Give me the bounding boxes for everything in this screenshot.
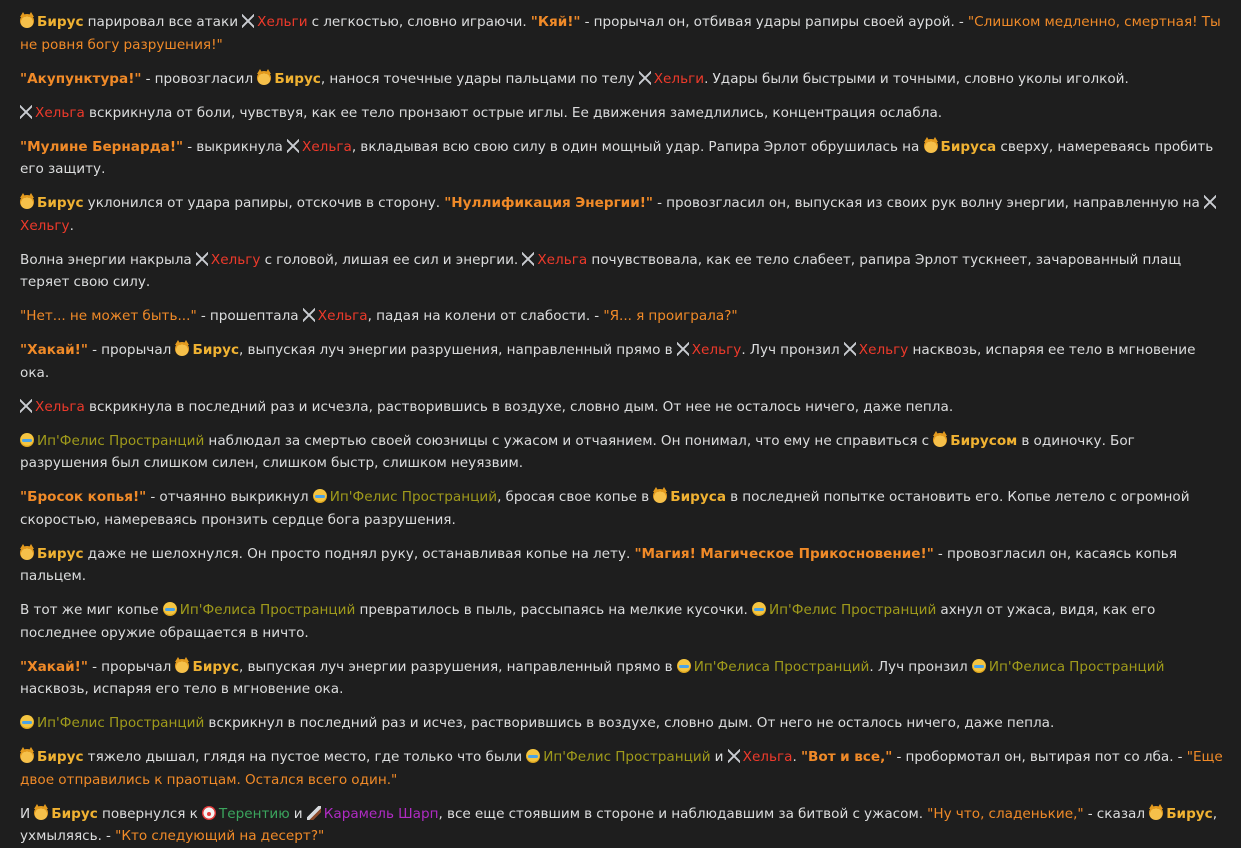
crying-face-icon <box>677 659 691 673</box>
speech-text: "Слишком медленно, смертная! Ты не ровня богу разрушения!" <box>20 14 1221 53</box>
crying-face-icon <box>752 602 766 616</box>
shout-text: "Акупунктура!" <box>20 70 142 87</box>
shout-text: "Кяй!" <box>530 14 581 30</box>
speech-text: "Ну что, сладенькие," <box>927 805 1084 822</box>
story-paragraph <box>20 746 1225 791</box>
cat-face-icon <box>257 71 271 85</box>
story-paragraph <box>20 486 1225 531</box>
story-paragraph <box>20 712 1225 735</box>
crying-face-icon <box>972 659 986 673</box>
narration-text: . <box>792 749 801 765</box>
narration-text: даже не шелохнулся. Он просто поднял руку, останавливая копье на лету. <box>83 545 635 562</box>
narration-text: , вкладывая всю свою силу в один мощный удар. Рапира Эрлот обрушилась на <box>351 138 924 155</box>
story-paragraph <box>20 192 1225 237</box>
character-name-helga: Хельга <box>35 104 85 121</box>
narration-text: - пробормотал он, вытирая пот со лба. - <box>892 749 1187 765</box>
character-name-birus: Бируса <box>670 489 726 505</box>
cat-face-icon <box>1149 806 1163 820</box>
narration-text: - отчаянно выкрикнул <box>146 489 313 505</box>
crying-face-icon <box>313 489 327 503</box>
narration-text: с головой, лишая ее сил и энергии. <box>260 251 523 268</box>
character-name-helga: Хельга <box>537 251 588 268</box>
cat-face-icon <box>175 659 189 673</box>
speech-text: "Кто следующий на десерт?" <box>115 828 325 844</box>
story-paragraph <box>20 543 1225 588</box>
character-name-birus: Бирусом <box>950 432 1018 449</box>
narration-text: , падая на колени от слабости. - <box>367 308 604 324</box>
character-name-birus: Бирус <box>274 70 321 87</box>
crossed-swords-icon <box>522 252 534 266</box>
shout-text: "Мулине Бернарда!" <box>20 138 184 155</box>
narration-text: И <box>20 805 35 822</box>
narration-text: - сказал <box>1083 805 1150 822</box>
crossed-swords-icon <box>728 749 740 763</box>
crying-face-icon <box>526 749 540 763</box>
character-name-caramel: Карамель Шарп <box>323 805 439 822</box>
crossed-swords-icon <box>1204 195 1216 209</box>
character-name-helga: Хельгу <box>20 217 70 234</box>
crossed-swords-icon <box>196 252 208 266</box>
narration-text: повернулся к <box>97 805 202 822</box>
narration-text: в последней попытке остановить его. Копье летело с огромной скоростью, намереваясь пронзить сердце бога разрушения. <box>20 489 1190 528</box>
character-name-ip-felis: Ип'Фелиса Пространций <box>988 658 1165 675</box>
character-name-helga: Хельга <box>317 308 368 324</box>
character-name-birus: Бирус <box>192 342 240 358</box>
character-name-ip-felis: Ип'Фелис Пространций <box>329 489 498 505</box>
narration-text: вскрикнул в последний раз и исчез, растворившись в воздухе, словно дым. От него не осталось ничего, даже пепла. <box>204 715 1055 731</box>
narration-text: и <box>289 805 307 822</box>
narration-text: почувствовала, как ее тело слабеет, рапира Эрлот тускнеет, зачарованный плащ теряет свою силу. <box>20 251 1182 290</box>
character-name-helga: Хельгу <box>691 342 742 358</box>
narration-text: насквозь, испаряя его тело в мгновение ока. <box>20 681 344 697</box>
shout-text: "Нуллификация Энергии!" <box>444 195 654 211</box>
narration-text: В тот же миг копье <box>20 602 163 618</box>
crossed-swords-icon <box>844 342 856 356</box>
story-paragraph <box>20 430 1225 475</box>
narration-text: . Луч пронзил <box>869 658 972 675</box>
character-name-helga: Хельгу <box>858 342 909 358</box>
speech-text: "Я... я проиграла?" <box>603 308 738 324</box>
narration-text: с легкостью, словно играючи. <box>307 14 531 30</box>
character-name-birus: Бирус <box>37 749 84 765</box>
story-paragraph <box>20 396 1225 419</box>
clown-face-icon <box>202 806 216 820</box>
narration-text: уклонился от удара рапиры, отскочив в сторону. <box>83 195 445 211</box>
character-name-birus: Бируса <box>940 138 997 155</box>
narration-text: ахнул от ужаса, видя, как его последнее оружие обращается в ничто. <box>20 602 1156 641</box>
character-name-ip-felis: Ип'Фелис Пространций <box>543 749 711 765</box>
narration-text: , бросая свое копье в <box>497 489 654 505</box>
story-paragraph <box>20 249 1225 294</box>
narration-text: , ухмыляясь. - <box>20 805 1218 844</box>
narration-text: - прорычал он, отбивая удары рапиры своей аурой. - <box>580 14 968 30</box>
crossed-swords-icon <box>303 308 315 322</box>
story-paragraph <box>20 656 1225 701</box>
crossed-swords-icon <box>677 342 689 356</box>
crying-face-icon <box>163 602 177 616</box>
narration-text: - провозгласил он, касаясь копья пальцем. <box>20 545 1177 584</box>
narration-text: в одиночку. Бог разрушения был слишком силен, слишком быстр, слишком неуязвим. <box>20 432 1135 471</box>
narration-text: , все еще стоявшим в стороне и наблюдавшим за битвой с ужасом. <box>438 805 928 822</box>
shout-text: "Вот и все," <box>800 749 893 765</box>
crying-face-icon <box>20 715 34 729</box>
crossed-swords-icon <box>20 399 32 413</box>
character-name-helga: Хельгу <box>210 251 261 268</box>
character-name-ip-felis: Ип'Фелис Пространций <box>37 715 205 731</box>
story-paragraph <box>20 305 1225 328</box>
narration-text: . Удары были быстрыми и точными, словно уколы иголкой. <box>704 70 1129 87</box>
character-name-ip-felis: Ип'Фелиса Пространций <box>179 602 356 618</box>
crossed-swords-icon <box>242 14 254 28</box>
cat-face-icon <box>653 489 667 503</box>
narration-text: - провозгласил <box>141 70 258 87</box>
narration-text: , выпуская луч энергии разрушения, направленный прямо в <box>239 658 677 675</box>
crossed-swords-icon <box>20 105 32 119</box>
character-name-birus: Бирус <box>192 658 240 675</box>
character-name-helga: Хельги <box>257 14 308 30</box>
narration-text: наблюдал за смертью своей союзницы с ужасом и отчаянием. Он понимал, что ему не справиться с <box>204 432 934 449</box>
story-paragraph <box>20 102 1225 125</box>
shout-text: "Магия! Магическое Прикосновение!" <box>634 545 934 562</box>
cat-face-icon <box>20 546 34 560</box>
story-paragraph <box>20 136 1225 181</box>
narration-text: парировал все атаки <box>83 14 243 30</box>
cat-face-icon <box>175 342 189 356</box>
character-name-helga: Хельга <box>302 138 352 155</box>
story-paragraph <box>20 599 1225 644</box>
crossed-swords-icon <box>639 71 651 85</box>
story-paragraph <box>20 339 1225 384</box>
narration-text: превратилось в пыль, рассыпаясь на мелкие кусочки. <box>355 602 752 618</box>
shout-text: "Бросок копья!" <box>20 489 147 505</box>
narration-text: тяжело дышал, глядя на пустое место, где только что были <box>83 749 527 765</box>
character-name-ip-felis: Ип'Фелис Пространций <box>37 432 205 449</box>
cat-face-icon <box>933 433 947 447</box>
shout-text: "Хакай!" <box>20 342 88 358</box>
speech-text: "Нет... не может быть..." <box>20 308 197 324</box>
chat-log <box>20 11 1225 848</box>
narration-text: - прошептала <box>196 308 303 324</box>
cat-face-icon <box>924 139 938 153</box>
character-name-ip-felis: Ип'Фелиса Пространций <box>693 658 870 675</box>
crossed-swords-icon <box>287 139 299 153</box>
narration-text: . Луч пронзил <box>741 342 844 358</box>
story-paragraph <box>20 11 1225 56</box>
cat-face-icon <box>20 195 34 209</box>
character-name-birus: Бирус <box>51 805 98 822</box>
narration-text: - прорычал <box>87 342 176 358</box>
narration-text: - провозгласил он, выпуская из своих рук волну энергии, направленную на <box>653 195 1204 211</box>
crying-face-icon <box>20 433 34 447</box>
narration-text: - прорычал <box>87 658 176 675</box>
narration-text: и <box>710 749 728 765</box>
cat-face-icon <box>34 806 48 820</box>
cat-face-icon <box>20 749 34 763</box>
character-name-helga: Хельги <box>653 70 705 87</box>
narration-text: - выкрикнула <box>183 138 287 155</box>
narration-text: вскрикнула в последний раз и исчезла, растворившись в воздухе, словно дым. От нее не осталось ничего, даже пепла. <box>84 398 954 415</box>
character-name-birus: Бирус <box>1166 805 1213 822</box>
story-paragraph <box>20 68 1225 91</box>
narration-text: Волна энергии накрыла <box>20 251 196 268</box>
character-name-terentiy: Терентию <box>218 805 290 822</box>
character-name-birus: Бирус <box>37 195 84 211</box>
character-name-helga: Хельга <box>742 749 793 765</box>
narration-text: насквозь, испаряя ее тело в мгновение ока. <box>20 342 1196 381</box>
narration-text: вскрикнула от боли, чувствуя, как ее тело пронзают острые иглы. Ее движения замедлились, концентрация ослабла. <box>84 104 943 121</box>
character-name-birus: Бирус <box>37 545 84 562</box>
speech-text: "Еще двое отправились к праотцам. Остался всего один." <box>20 749 1223 788</box>
narration-text: сверху, намереваясь пробить его защиту. <box>20 138 1214 177</box>
story-paragraph <box>20 803 1225 848</box>
narration-text: . <box>69 217 74 234</box>
narration-text: , нанося точечные удары пальцами по телу <box>320 70 639 87</box>
knife-icon <box>307 806 321 820</box>
narration-text: , выпуская луч энергии разрушения, направленный прямо в <box>239 342 677 358</box>
character-name-helga: Хельга <box>35 398 85 415</box>
character-name-ip-felis: Ип'Фелис Пространций <box>768 602 937 618</box>
character-name-birus: Бирус <box>37 14 84 30</box>
cat-face-icon <box>20 14 34 28</box>
shout-text: "Хакай!" <box>20 658 88 675</box>
